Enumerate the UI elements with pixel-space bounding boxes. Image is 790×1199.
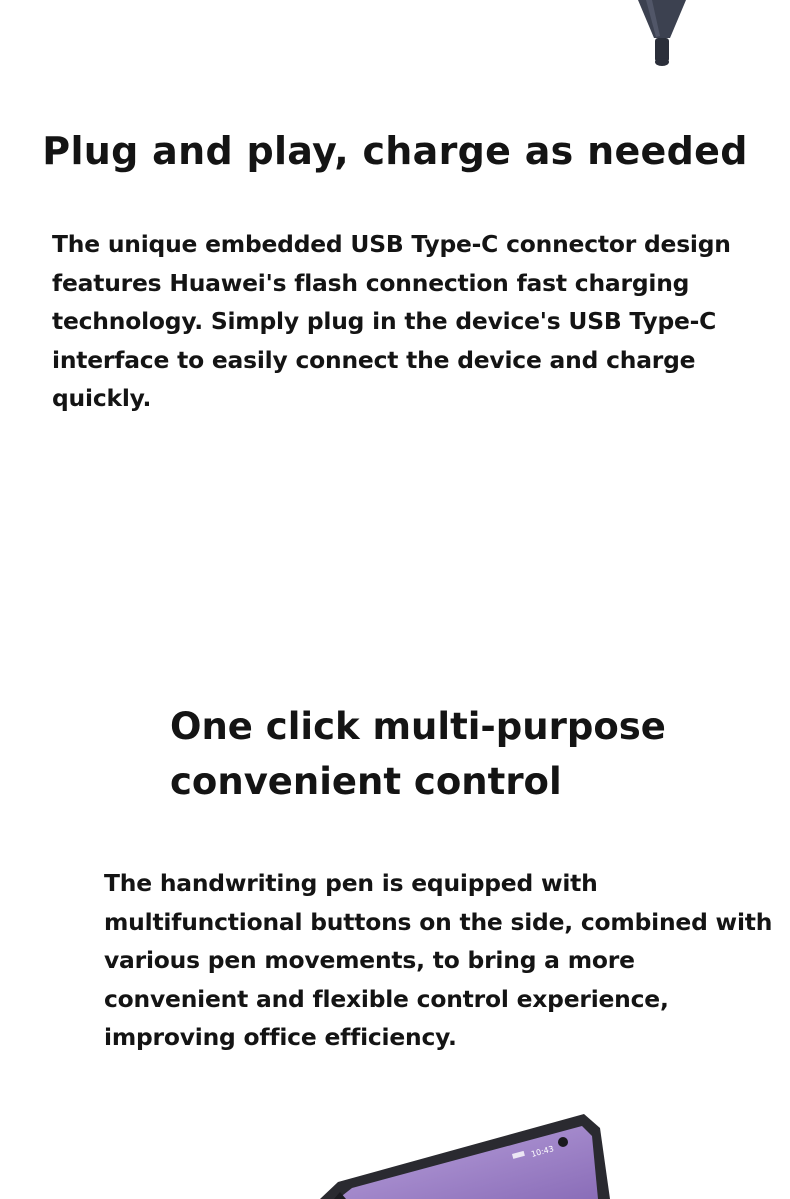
description-pen-buttons: The handwriting pen is equipped with multifunctional buttons on the side, combined with various pen movements, to bring a more convenient and flexible control experience, improving office efficiency. [104,869,773,1051]
tablet-screen [338,1126,598,1199]
front-camera [558,1137,568,1147]
status-bar-time: 10:43 [530,1144,555,1159]
pen-body [638,0,686,38]
stylus-pen-tip-image [636,0,688,72]
heading-one-click-control: One click multi-purpose convenient control [170,705,666,803]
tablet-device-image [300,1100,720,1199]
description-usb-charging: The unique embedded USB Type-C connector design features Huawei's flash connection fast charging technology. Simply plug in the device's USB Type-C interface to easily connect the device and charge quickly. [52,230,731,412]
heading-plug-and-play: Plug and play, charge as needed [42,129,748,173]
